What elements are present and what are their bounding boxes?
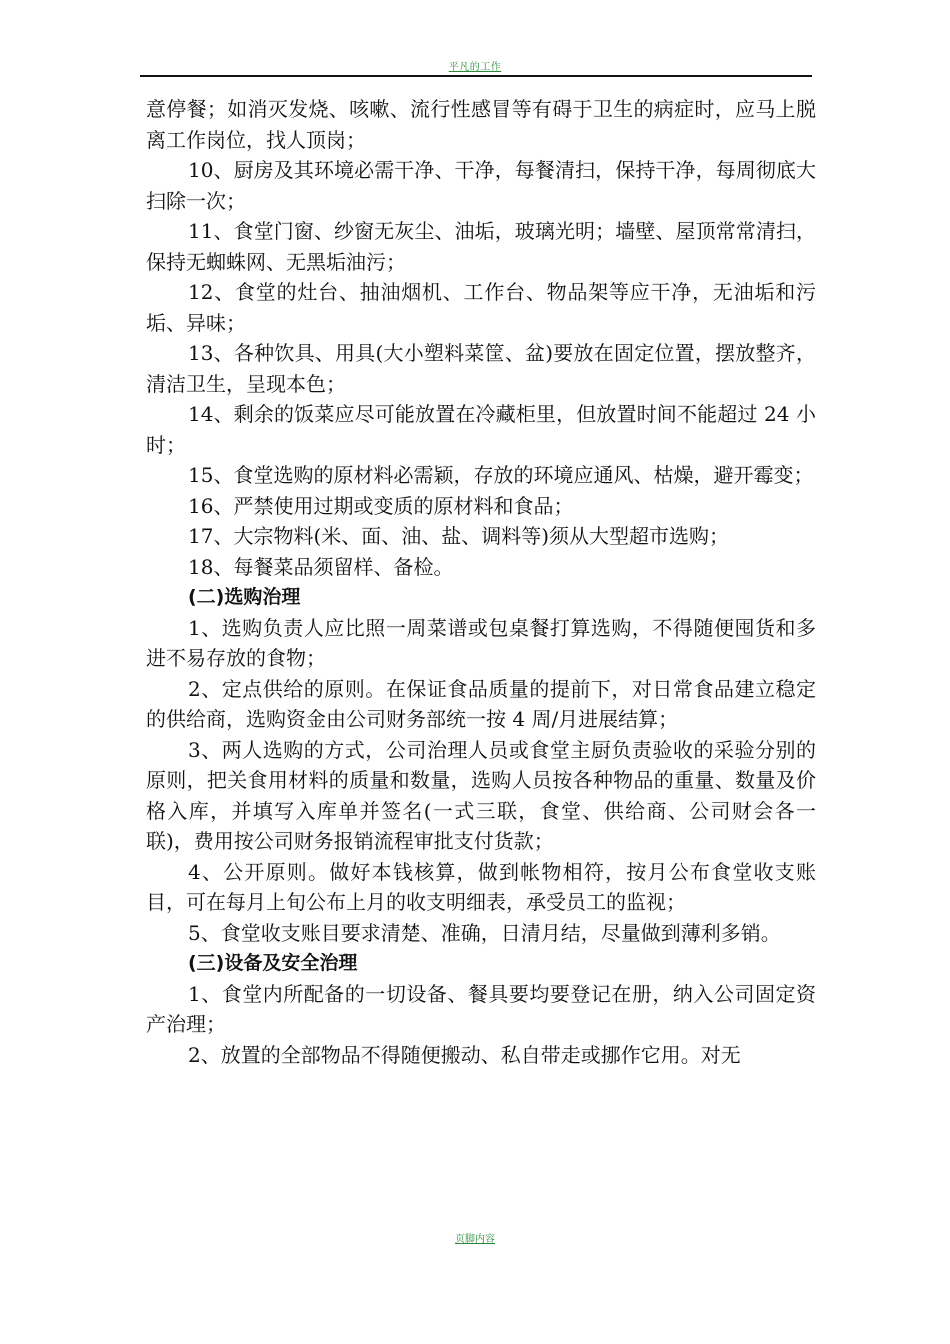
section-heading-procurement: (二)选购治理 <box>188 586 301 608</box>
paragraph: 14、剩余的饭菜应尽可能放置在冷藏柜里，但放置时间不能超过 24 小时； <box>146 402 816 457</box>
paragraph: 16、严禁使用过期或变质的原材料和食品； <box>188 493 574 518</box>
paragraph: 意停餐；如消灭发烧、咳嗽、流行性感冒等有碍于卫生的病症时，应马上脱离工作岗位，找人顶岗； <box>146 97 816 152</box>
paragraph: 15、食堂选购的原材料必需颖，存放的环境应通风、枯燥，避开霉变； <box>188 463 814 487</box>
header-rule <box>140 75 812 77</box>
paragraph: 13、各种饮具、用具(大小塑料菜筐、盆)要放在固定位置，摆放整齐，清洁卫生，呈现本色； <box>146 341 816 396</box>
paragraph: 2、定点供给的原则。在保证食品质量的提前下，对日常食品建立稳定的供给商，选购资金由公司财务部统一按 4 周/月进展结算； <box>146 676 816 731</box>
paragraph: 17、大宗物料(米、面、油、盐、调料等)须从大型超市选购； <box>188 524 730 548</box>
document-body <box>146 94 816 1070</box>
paragraph: 11、食堂门窗、纱窗无灰尘、油垢，玻璃光明；墙壁、屋顶常常清扫，保持无蜘蛛网、无黑垢油污； <box>146 219 816 274</box>
paragraph: 10、厨房及其环境必需干净、干净，每餐清扫，保持干净，每周彻底大扫除一次； <box>146 158 816 213</box>
paragraph: 1、选购负责人应比照一周菜谱或包桌餐打算选购，不得随便囤货和多进不易存放的食物； <box>146 615 816 670</box>
paragraph: 3、两人选购的方式，公司治理人员或食堂主厨负责验收的采验分别的原则，把关食用材料的质量和数量，选购人员按各种物品的重量、数量及价格入库，并填写入库单并签名(一式三联，食堂、供给商、公司财会各一联)，费用按公司财务报销流程审批支付货款； <box>146 737 816 853</box>
paragraph: 4、公开原则。做好本钱核算，做到帐物相符，按月公布食堂收支账目，可在每月上旬公布上月的收支明细表，承受员工的监视； <box>146 859 816 914</box>
paragraph: 18、每餐菜品须留样、备检。 <box>188 554 454 579</box>
section-heading-equipment: (三)设备及安全治理 <box>188 952 358 974</box>
paragraph: 2、放置的全部物品不得随便搬动、私自带走或挪作它用。对无 <box>188 1042 741 1067</box>
page-footer: 页脚内容 <box>455 1234 495 1245</box>
paragraph: 12、食堂的灶台、抽油烟机、工作台、物品架等应干净，无油垢和污垢、异味； <box>146 280 816 335</box>
paragraph: 5、食堂收支账目要求清楚、准确，日清月结，尽量做到薄利多销。 <box>188 920 781 945</box>
paragraph: 1、食堂内所配备的一切设备、餐具要均要登记在册，纳入公司固定资产治理； <box>146 981 816 1036</box>
page-header: 平凡的工作 <box>448 62 502 73</box>
